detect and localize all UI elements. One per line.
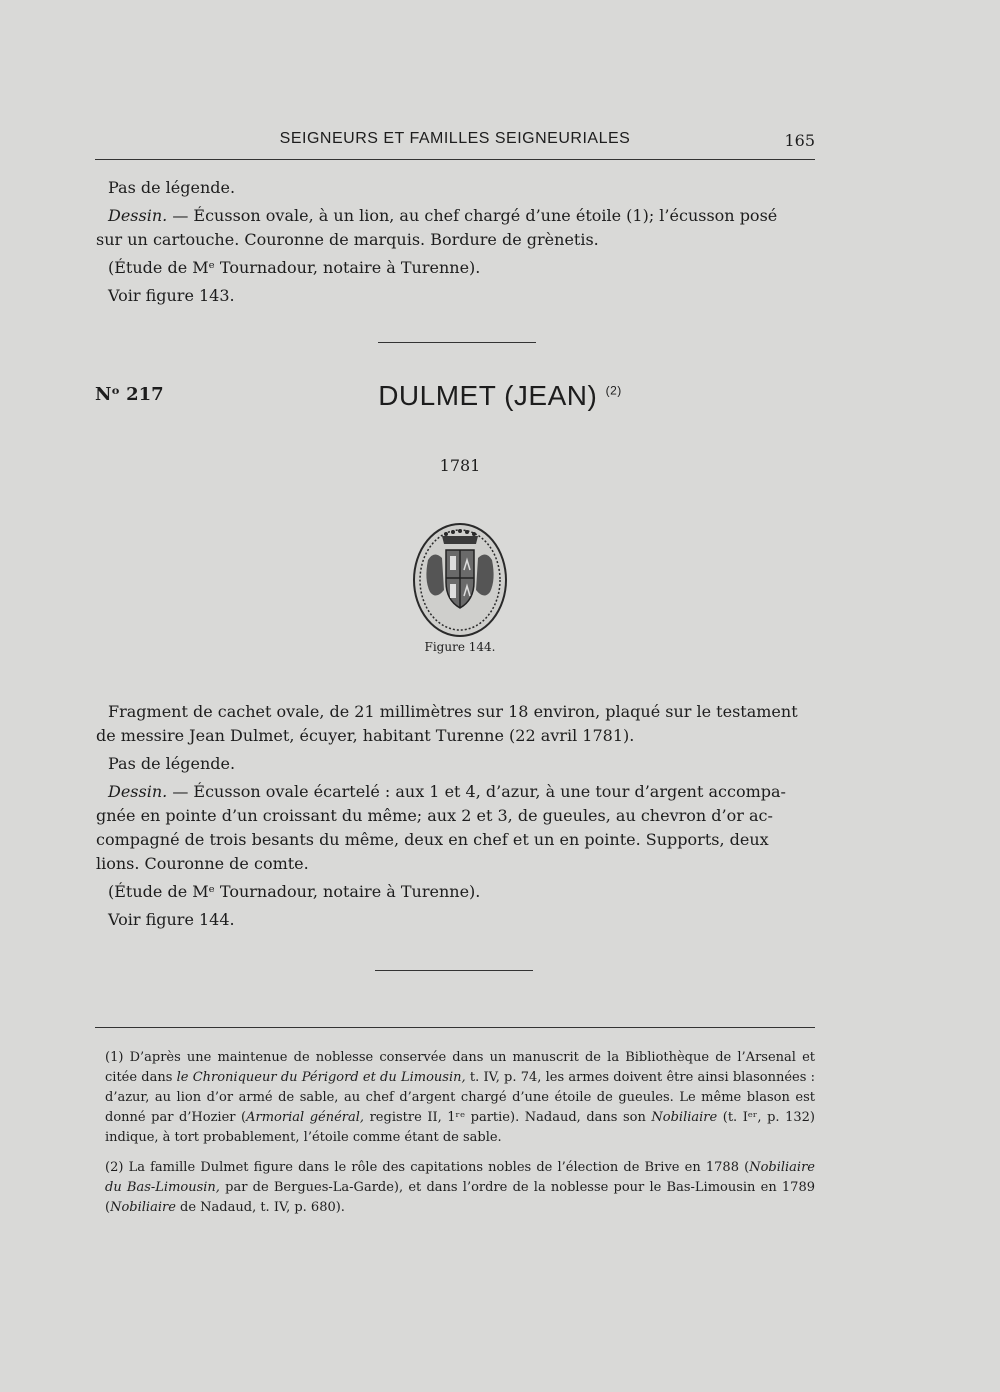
page-number: 165 <box>784 131 815 150</box>
see-figure-line: Voir figure 144. <box>108 910 235 929</box>
see-figure-line: Voir figure 143. <box>108 286 235 305</box>
footnote-1-text-b: le Chroniqueur du Périgord et du Limousin, <box>176 1070 466 1085</box>
footnote-2-text-a: (2) La famille Dulmet figure dans le rôle des capitations nobles de l’élection de Brive en 1788 ( <box>105 1160 750 1175</box>
entry-title-text: DULMET (JEAN) <box>378 380 598 411</box>
description-line-1: Fragment de cachet ovale, de 21 millimètres sur 18 environ, plaqué sur le testament <box>108 702 798 721</box>
footnote-2-text-e: de Nadaud, t. IV, p. 680). <box>175 1200 345 1215</box>
footnote-1-text-c: t. IV, p. 74, les armes doivent être ainsi blasonnées : d’azur, au lion d’or armé de sable, au chef d’argent chargé d’une étoile de gueules. Le même blason est donné par d’Hozier ( <box>105 1070 816 1125</box>
figure-caption: Figure 144. <box>424 640 496 654</box>
description-line-2: de messire Jean Dulmet, écuyer, habitant Turenne (22 avril 1781). <box>96 726 635 745</box>
header-rule <box>95 159 815 160</box>
entry-title-note: (2) <box>605 383 622 398</box>
dessin-line <box>108 780 816 804</box>
entry-year: 1781 <box>439 456 481 475</box>
footnote-1-text-d: Armorial général, <box>246 1110 365 1125</box>
source-line: (Étude de Mᵉ Tournadour, notaire à Turenne). <box>108 882 481 901</box>
footnote-1-text-a: (1) D’après une maintenue de noblesse conservée dans un manuscrit de la Bibliothèque de l’Arsenal et citée dans <box>105 1050 815 1085</box>
legend-line: Pas de légende. <box>108 754 236 773</box>
footnote-1-text-f: Nobiliaire <box>651 1110 718 1125</box>
running-head <box>95 128 815 160</box>
previous-entry-tail <box>96 176 816 308</box>
section-rule <box>378 342 536 343</box>
footnote-1-text-e: registre II, 1ʳᵉ partie). Nadaud, dans son <box>364 1110 652 1125</box>
footnote-1-text-g: (t. Iᵉʳ, p. 132) indique, à tort probablement, l’étoile comme étant de sable. <box>105 1110 815 1145</box>
footnotes <box>105 1048 815 1228</box>
footnote-2 <box>105 1158 815 1218</box>
dessin-text-1: — Écusson ovale, à un lion, au chef chargé d’une étoile (1); l’écusson posé <box>167 206 778 225</box>
footnote-2-text-c: par de Bergues-La-Garde), et dans l’ordre de la noblesse pour le Bas-Limousin en 1789 ( <box>105 1180 815 1215</box>
end-rule <box>375 970 533 971</box>
running-title: SEIGNEURS ET FAMILLES SEIGNEURIALES <box>279 130 631 147</box>
dessin-text-2: sur un cartouche. Couronne de marquis. Bordure de grènetis. <box>96 230 599 249</box>
footnote-rule <box>95 1027 815 1028</box>
dessin-text-1: — Écusson ovale écartelé : aux 1 et 4, d’azur, à une tour d’argent accompa- <box>167 782 786 801</box>
entry-title <box>300 380 700 412</box>
entry-number: Nᵒ 217 <box>95 384 164 405</box>
legend-line: Pas de légende. <box>108 178 236 197</box>
dessin-line <box>108 204 816 228</box>
source-line: (Étude de Mᵉ Tournadour, notaire à Turenne). <box>108 258 481 277</box>
dessin-label: Dessin. <box>108 206 168 225</box>
footnote-1 <box>105 1048 815 1148</box>
footnote-2-text-b: Nobiliaire du Bas-Limousin, <box>105 1160 815 1195</box>
seal-figure <box>410 520 510 640</box>
footnote-2-text-d: Nobiliaire <box>110 1200 176 1215</box>
dessin-label: Dessin. <box>108 782 168 801</box>
entry-body <box>96 700 816 932</box>
dessin-text-4: lions. Couronne de comte. <box>96 854 309 873</box>
dessin-text-3: compagné de trois besants du même, deux en chef et un en pointe. Supports, deux <box>96 830 769 849</box>
dessin-text-2: gnée en pointe d’un croissant du même; aux 2 et 3, de gueules, au chevron d’or ac- <box>96 806 773 825</box>
